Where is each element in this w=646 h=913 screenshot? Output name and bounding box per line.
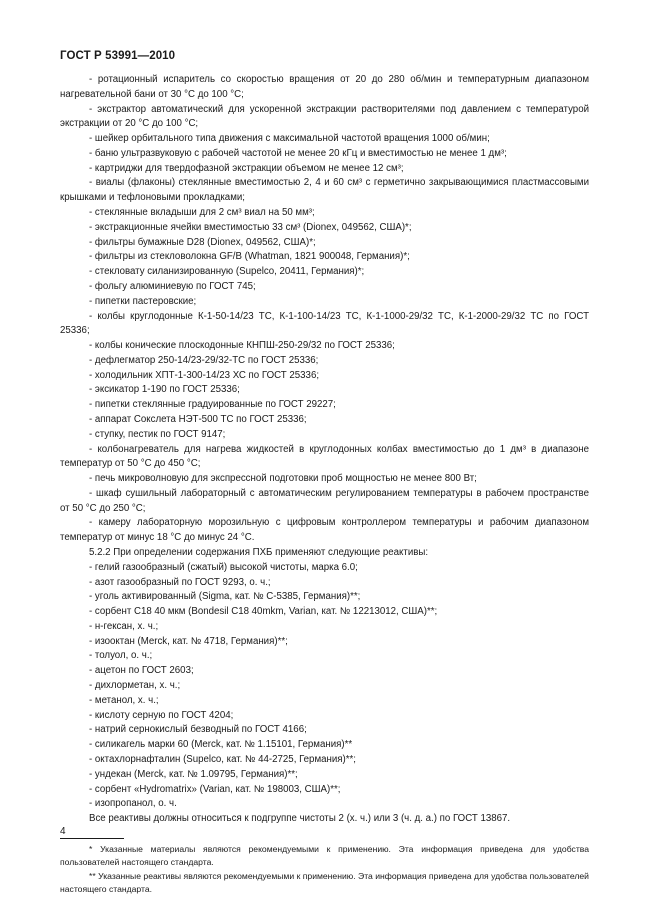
footnote-separator <box>60 838 589 839</box>
list-item: - сорбент С18 40 мкм (Bondesil C18 40mkm, Varian, кат. № 12213012, США)**; <box>89 606 438 618</box>
list-item: - колбы круглодонные К-1-50-14/23 ТС, К-1-100-14/23 ТС, К-1-1000-29/32 ТС, К-1-2000-29/32 ТС по ГОСТ 25336; <box>60 310 589 337</box>
list-item: - экстрактор автоматический для ускоренной экстракции растворителями под давлением с температурой экстракции от 20 °С до 100 °С; <box>60 103 589 130</box>
list-item: - метанол, х. ч.; <box>89 694 159 706</box>
list-item: - экстракционные ячейки вместимостью 33 см³ (Dionex, 049562, США)*; <box>89 221 412 233</box>
list-item: - кислоту серную по ГОСТ 4204; <box>89 709 234 721</box>
list-item: - октахлорнафталин (Supelco, кат. № 44-2725, Германия)**; <box>89 753 356 765</box>
list-item: - ротационный испаритель со скоростью вращения от 20 до 280 об/мин и температурным диапазоном нагревательной бани от 30 °С до 100 °С; <box>60 74 589 100</box>
list-item: - шкаф сушильный лабораторный с автоматическим регулированием температуры в рабочем пространстве от 50 °С до 250 °С; <box>60 487 589 514</box>
list-item: - стекловату силанизированную (Supelco, 20411, Германия)*; <box>89 266 365 278</box>
list-item: - дихлорметан, х. ч.; <box>89 680 181 692</box>
list-item: - аппарат Сокслета НЭТ-500 ТС по ГОСТ 25336; <box>89 413 307 425</box>
list-item: Все реактивы должны относиться к подгруппе чистоты 2 (х. ч.) или 3 (ч. д. а.) по ГОСТ 13867. <box>89 813 511 825</box>
list-item: - печь микроволновую для экспрессной подготовки проб мощностью не менее 800 Вт; <box>89 473 477 485</box>
list-item: 5.2.2 При определении содержания ПХБ применяют следующие реактивы: <box>89 547 429 558</box>
footnotes <box>60 843 589 897</box>
list-item: - картриджи для твердофазной экстракции объемом не менее 12 см³; <box>89 162 404 174</box>
list-item: - сорбент «Hydromatrix» (Varian, кат. № 198003, США)**; <box>89 783 341 795</box>
list-item: - колбы конические плоскодонные КНПШ-250-29/32 по ГОСТ 25336; <box>89 340 395 352</box>
list-item: - толуол, о. ч.; <box>89 650 153 662</box>
list-item: - пипетки пастеровские; <box>89 295 197 307</box>
list-item: - фильтры бумажные D28 (Dionex, 049562, США)*; <box>89 236 316 248</box>
document-header: ГОСТ Р 53991—2010 <box>60 50 176 62</box>
list-item: - камеру лабораторную морозильную с цифровым контроллером температуры и рабочим диапазоном температур от минус 18 °С до минус 24 °С. <box>60 517 589 544</box>
document-body <box>60 73 589 897</box>
list-item: - фильтры из стекловолокна GF/B (Whatman, 1821 900048, Германия)*; <box>89 251 410 263</box>
list-item: - холодильник ХПТ-1-300-14/23 ХС по ГОСТ 25336; <box>89 369 320 381</box>
list-item: - дефлегматор 250-14/23-29/32-ТС по ГОСТ 25336; <box>89 354 319 366</box>
list-item: - азот газообразный по ГОСТ 9293, о. ч.; <box>89 576 271 588</box>
list-item: - виалы (флаконы) стеклянные вместимостью 2, 4 и 60 см³ с герметично закрывающимися пластмассовыми крышками и тефлоновыми прокладками; <box>60 177 589 204</box>
list-item: - баню ультразвуковую с рабочей частотой не менее 20 кГц и вместимостью не менее 1 дм³; <box>89 147 507 159</box>
list-item: - фольгу алюминиевую по ГОСТ 745; <box>89 280 256 292</box>
list-item: - н-гексан, х. ч.; <box>89 620 159 632</box>
list-item: - колбонагреватель для нагрева жидкостей в круглодонных колбах вместимостью до 1 дм³ в диапазоне температур от 50 °С до 450 °С; <box>60 443 589 470</box>
list-item: - эксикатор 1-190 по ГОСТ 25336; <box>89 384 240 396</box>
list-item: - ацетон по ГОСТ 2603; <box>89 665 194 677</box>
list-item: - гелий газообразный (сжатый) высокой чистоты, марка 6.0; <box>89 561 358 573</box>
list-item: - пипетки стеклянные градуированные по ГОСТ 29227; <box>89 399 336 411</box>
page-number: 4 <box>60 826 66 837</box>
list-item: - шейкер орбитального типа движения с максимальной частотой вращения 1000 об/мин; <box>89 133 490 145</box>
equipment-and-reagents-list <box>60 73 589 827</box>
list-item: - натрий сернокислый безводный по ГОСТ 4166; <box>89 724 307 736</box>
list-item: - стеклянные вкладыши для 2 см³ виал на 50 мм³; <box>89 207 315 219</box>
list-item: - ундекан (Merck, кат. № 1.09795, Германия)**; <box>89 768 298 780</box>
list-item: - изопропанол, о. ч. <box>89 798 177 810</box>
list-item: - изооктан (Merck, кат. № 4718, Германия)**; <box>89 635 288 647</box>
list-item: - силикагель марки 60 (Merck, кат. № 1.15101, Германия)** <box>89 739 353 751</box>
list-item: - ступку, пестик по ГОСТ 9147; <box>89 428 226 440</box>
footnote: * Указанные материалы являются рекомендуемыми к применению. Эта информация приведена для удобства пользователей настоящего стандарта. <box>60 843 589 868</box>
list-item: - уголь активированный (Sigma, кат. № С-5385, Германия)**; <box>89 591 361 603</box>
footnote: ** Указанные реактивы являются рекомендуемыми к применению. Эта информация приведена для удобства пользователей настоящего стандарта. <box>60 870 589 895</box>
